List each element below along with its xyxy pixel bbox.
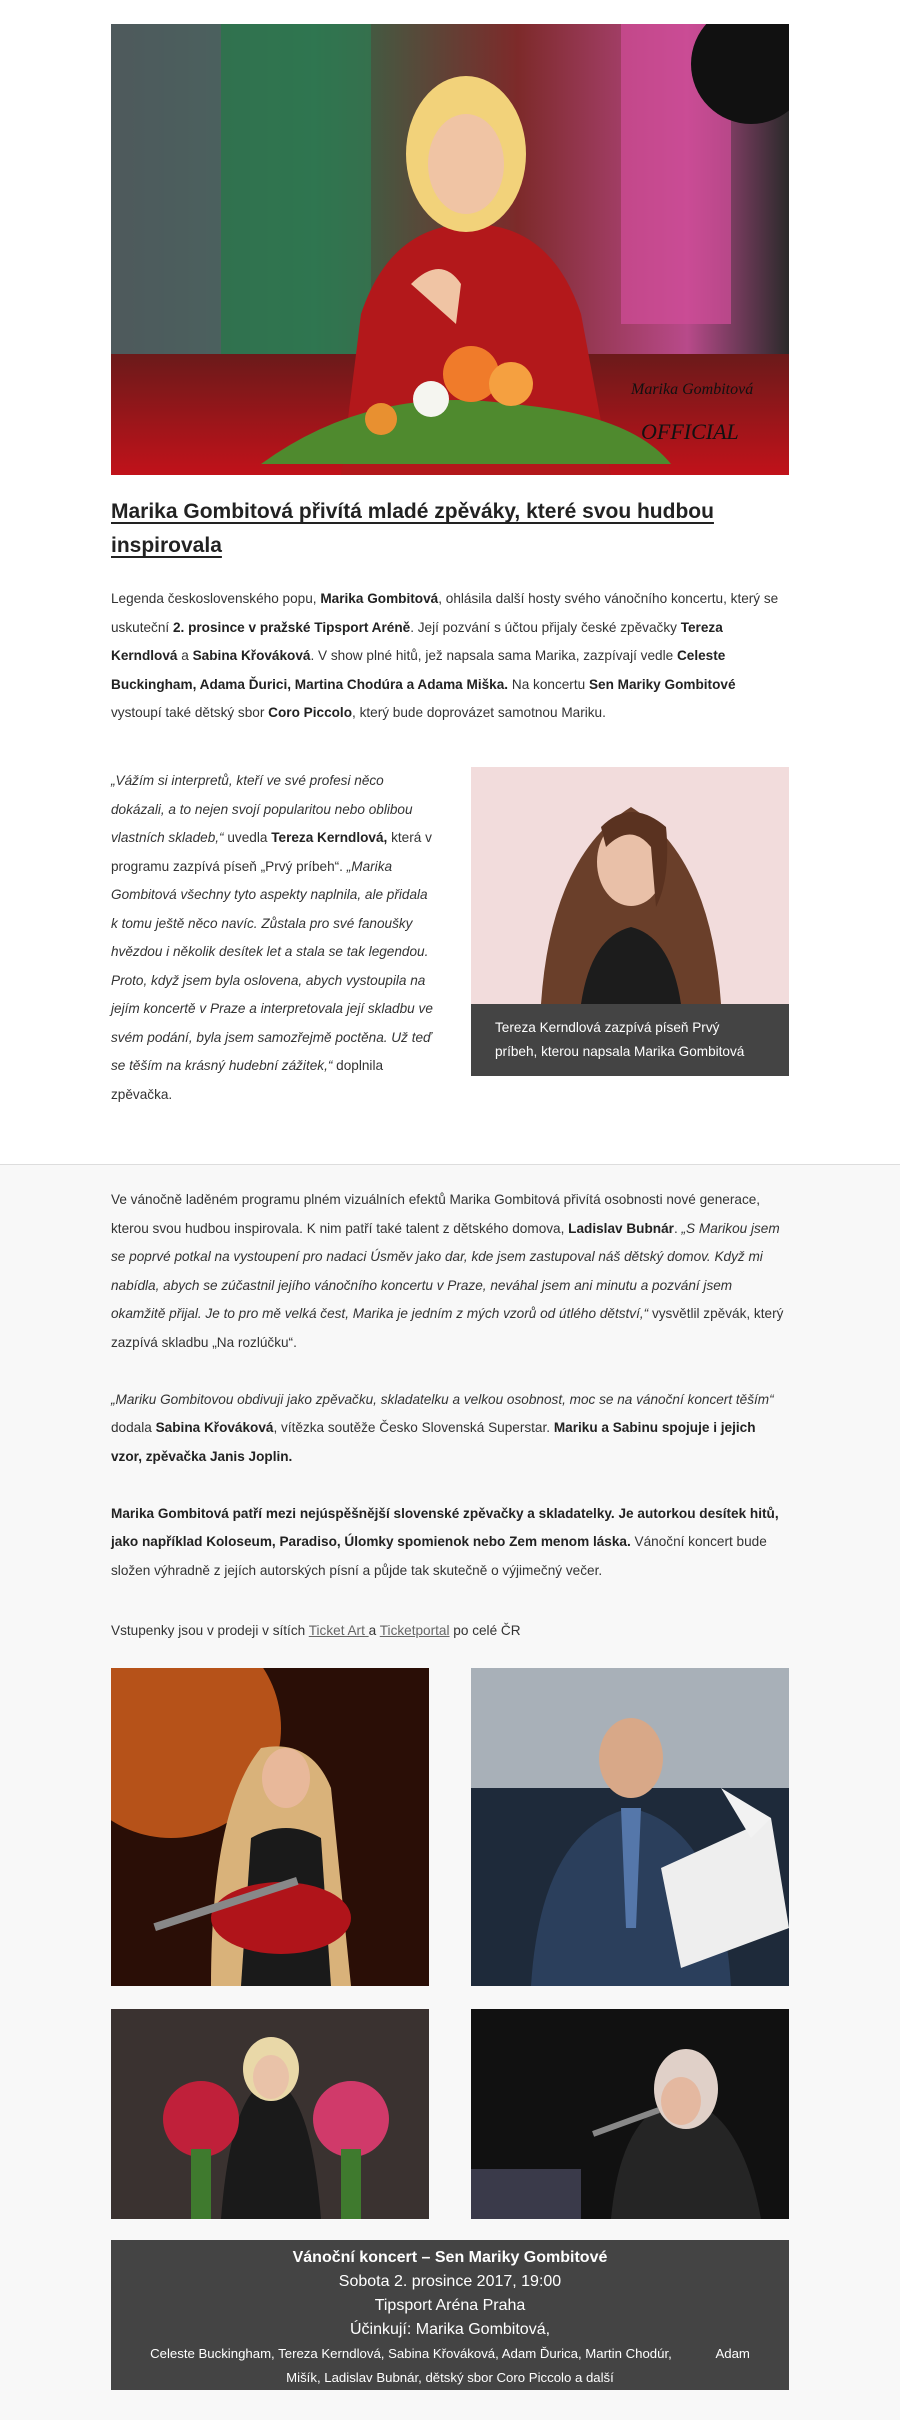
event-date: Sobota 2. prosince 2017, 19:00 [338, 2273, 562, 2290]
gallery-photo-marika-flowers [111, 2009, 429, 2219]
gallery-photo-marika-singing [471, 2009, 789, 2219]
bubnar-paragraph: Ve vánočně laděném programu plném vizuálních efektů Marika Gombitová přivítá osobnosti nové generace, kterou svou hudbou inspirovala. K nim patří také talent z dětského domova, Ladislav Bubnár. „S Marikou jsem se poprvé potkal na vystoupení pro nadaci Úsměv jako dar, kde jsem zastupoval náš dětský domov. Když mi nabídla, abych se zúčastnil jejího vánočního koncertu v Praze, neváhal jsem ani minutu a pozvání jsem okamžitě přijal. Je to pro mě velká čest, Marika je jedním z mých vzorů od útlého dětství,“ vysvětlil zpěvák, který zazpívá skladbu „Na rozlúčku“. [111, 1192, 784, 1350]
tereza-quote-paragraph: „Vážím si interpretů, kteří ve své profesi něco dokázali, a to nejen svojí popularitou nebo oblibou vlastních skladeb,“ uvedla Tereza Kerndlová, která v programu zazpívá píseň „Prvý príbeh“. „Marika Gombitová všechny tyto aspekty naplnila, ale přidala k tomu ještě něco navíc. Zůstala pro své fanoušky hvězdou i několik desítek let a stala se tak legendou. Proto, když jsem byla oslovena, abych vystoupila na jejím koncertě v Praze a interpretovala její skladbu ve svém podání, byla jsem samozřejmě poctěna. Už teď se těším na krásný hudební zážitek,“ doplnila zpěvačka. [111, 773, 433, 1102]
intro-paragraph: Legenda československého popu, Marika Gombitová, ohlásila další hosty svého vánočního koncertu, který se uskuteční 2. prosince v pražské Tipsport Aréně. Její pozvání s účtou přijaly české zpěvačky Tereza Kerndlová a Sabina Křováková. V show plné hitů, jež napsala sama Marika, zazpívají vedle Celeste Buckingham, Adama Ďurici, Martina Chodúra a Adama Miška. Na koncertu Sen Mariky Gombitové vystoupí také dětský sbor Coro Piccolo, který bude doprovázet samotnou Mariku. [111, 591, 779, 720]
ticket-art-link[interactable]: Ticket Art [308, 1623, 369, 1638]
article-body [111, 1186, 789, 1614]
event-title: Vánoční koncert – Sen Mariky Gombitové [292, 2249, 608, 2266]
hero-signature: Marika Gombitová [631, 381, 754, 398]
career-paragraph: Marika Gombitová patří mezi nejúspěšnější slovenské zpěvačky a skladatelky. Je autorkou desítek hitů, jako například Koloseum, Paradiso, Úlomky spomienok nebo Zem menom láska. Vánoční koncert bude složen výhradně z jejích autorských písní a půjde tak skutečně o výjimečný večer. [111, 1505, 779, 1578]
article-title: Marika Gombitová přivítá mladé zpěváky, které svou hudbou inspirovala [111, 500, 714, 557]
hero-photo [111, 24, 789, 475]
sabina-paragraph: „Mariku Gombitovou obdivuji jako zpěvačku, skladatelku a velkou osobnost, moc se na vánoční koncert těším“ dodala Sabina Křováková, vítězka soutěže Česko Slovenská Superstar. Mariku a Sabinu spojuje i jejich vzor, zpěvačka Janis Joplin. [111, 1391, 774, 1464]
ticketportal-link[interactable]: Ticketportal [379, 1623, 450, 1638]
event-performers-label: Účinkují: Marika Gombitová, [349, 2321, 551, 2338]
tereza-photo [471, 767, 789, 1004]
event-performers-line1: Celeste Buckingham, Tereza Kerndlová, Sabina Křováková, Adam Ďurica, Martin Chodúr, Adam [150, 2346, 750, 2361]
gallery-photo-bubnar [471, 1668, 789, 1986]
event-venue: Tipsport Aréna Praha [374, 2297, 526, 2314]
hero-watermark: OFFICIAL [641, 419, 739, 444]
event-info-box [111, 2240, 789, 2390]
event-performers-line2: Mišík, Ladislav Bubnár, dětský sbor Coro Piccolo a další [286, 2370, 614, 2385]
tickets-line: Vstupenky jsou v prodeji v sítích Ticket Art a Ticketportal po celé ČR [111, 1623, 521, 1638]
tereza-photo-caption: Tereza Kerndlová zazpívá píseň Prvý príbeh, kterou napsala Marika Gombitová [471, 1004, 789, 1076]
gallery-photo-guitarist [111, 1668, 429, 1986]
